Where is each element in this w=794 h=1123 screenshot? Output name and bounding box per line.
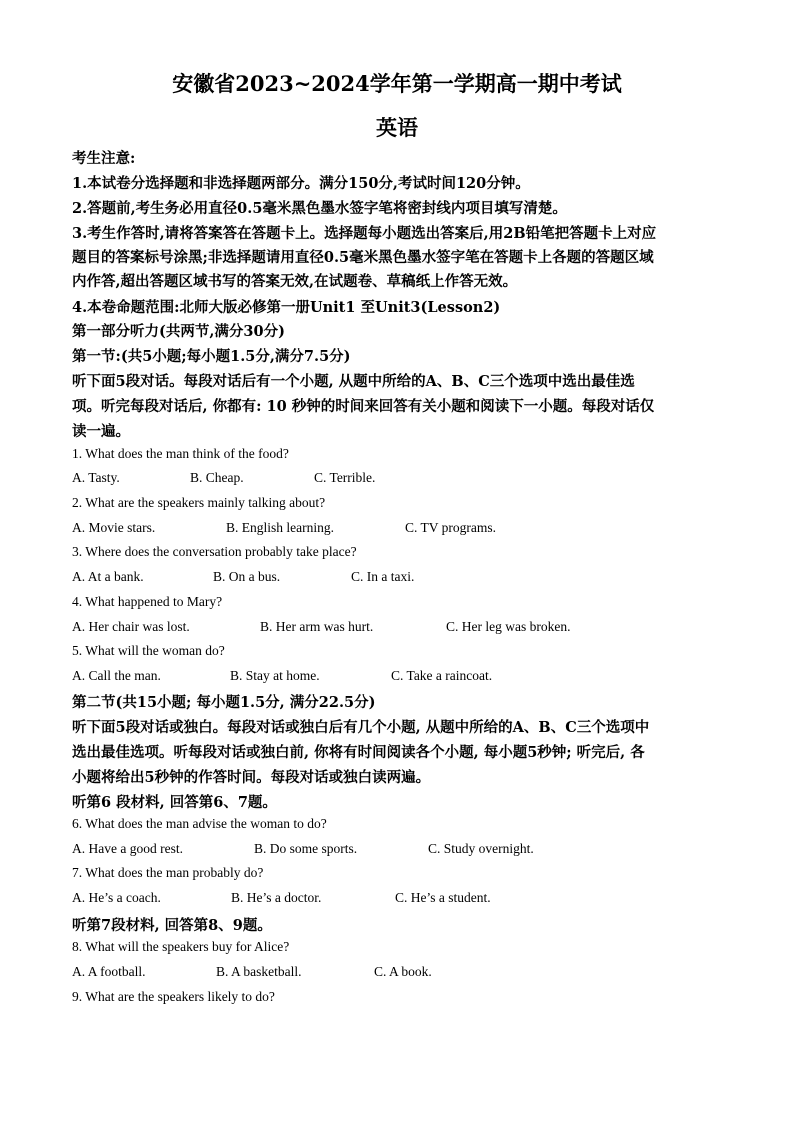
option-c: C. Terrible.	[314, 470, 376, 485]
section1-instructions: 项。听完每段对话后, 你都有: 10 秒钟的时间来回答有关小题和阅读下一小题。每段对话仅	[72, 398, 655, 415]
exam-title: 安徽省2023~2024学年第一学期高一期中考试	[172, 71, 622, 96]
exam-subject: 英语	[376, 115, 418, 140]
notice-item: 1.本试卷分选择题和非选择题两部分。满分150分,考试时间120分钟。	[72, 175, 530, 192]
option-b: B. He’s a doctor.	[231, 890, 322, 905]
question-text: 6. What does the man advise the woman to do?	[72, 816, 327, 831]
option-b: B. Do some sports.	[254, 841, 358, 856]
section1-instructions: 读一遍。	[72, 423, 130, 440]
section2-instructions: 听下面5段对话或独白。每段对话或独白后有几个小题, 从题中所给的A、B、C三个选项中	[72, 719, 650, 736]
option-c: C. TV programs.	[405, 520, 496, 535]
question-text: 7. What does the man probably do?	[72, 865, 264, 880]
option-c: C. Study overnight.	[428, 841, 534, 856]
material-header: 听第6 段材料, 回答第6、7题。	[72, 794, 277, 811]
option-a: A. Tasty.	[72, 470, 120, 485]
option-b: B. A basketball.	[216, 964, 302, 979]
option-a: A. At a bank.	[72, 569, 144, 584]
option-c: C. Her leg was broken.	[446, 619, 571, 634]
option-c: C. A book.	[374, 964, 432, 979]
option-b: B. Her arm was hurt.	[260, 619, 374, 634]
question-text: 4. What happened to Mary?	[72, 594, 223, 609]
option-a: A. Have a good rest.	[72, 841, 183, 856]
section2-heading: 第二节(共15小题; 每小题1.5分, 满分22.5分)	[72, 694, 376, 711]
question-text: 1. What does the man think of the food?	[72, 446, 289, 461]
question-text: 2. What are the speakers mainly talking about?	[72, 495, 326, 510]
option-b: B. Cheap.	[190, 470, 244, 485]
option-b: B. English learning.	[226, 520, 334, 535]
notice-item: 4.本卷命题范围:北师大版必修第一册Unit1 至Unit3(Lesson2)	[72, 299, 501, 316]
question-text: 8. What will the speakers buy for Alice?	[72, 939, 290, 954]
option-a: A. Movie stars.	[72, 520, 156, 535]
section1-heading: 第一节:(共5小题;每小题1.5分,满分7.5分)	[72, 348, 351, 365]
option-c: C. He’s a student.	[395, 890, 491, 905]
notice-item: 内作答,超出答题区域书写的答案无效,在试题卷、草稿纸上作答无效。	[72, 273, 518, 290]
section2-instructions: 选出最佳选项。听每段对话或独白前, 你将有时间阅读各个小题, 每小题5秒钟; 听完后, 各	[72, 744, 645, 761]
question-text: 3. Where does the conversation probably take place?	[72, 544, 357, 559]
notice-heading: 考生注意:	[72, 150, 136, 167]
notice-item: 题目的答案标号涂黑;非选择题请用直径0.5毫米黑色墨水签字笔在答题卡上各题的答题区域	[72, 249, 654, 266]
section1-instructions: 听下面5段对话。每段对话后有一个小题, 从题中所给的A、B、C三个选项中选出最佳选	[72, 373, 635, 390]
question-text: 9. What are the speakers likely to do?	[72, 989, 275, 1004]
option-b: B. On a bus.	[213, 569, 281, 584]
part1-heading: 第一部分听力(共两节,满分30分)	[72, 323, 285, 340]
option-a: A. He’s a coach.	[72, 890, 161, 905]
question-text: 5. What will the woman do?	[72, 643, 225, 658]
option-a: A. A football.	[72, 964, 146, 979]
option-a: A. Call the man.	[72, 668, 161, 683]
section2-instructions: 小题将给出5秒钟的作答时间。每段对话或独白读两遍。	[72, 769, 431, 786]
notice-item: 3.考生作答时,请将答案答在答题卡上。选择题每小题选出答案后,用2B铅笔把答题卡上对应	[72, 225, 657, 242]
notice-item: 2.答题前,考生务必用直径0.5毫米黑色墨水签字笔将密封线内项目填写清楚。	[72, 200, 567, 217]
option-b: B. Stay at home.	[230, 668, 320, 683]
option-a: A. Her chair was lost.	[72, 619, 190, 634]
option-c: C. Take a raincoat.	[391, 668, 493, 683]
material-header: 听第7段材料, 回答第8、9题。	[72, 917, 272, 934]
option-c: C. In a taxi.	[351, 569, 415, 584]
